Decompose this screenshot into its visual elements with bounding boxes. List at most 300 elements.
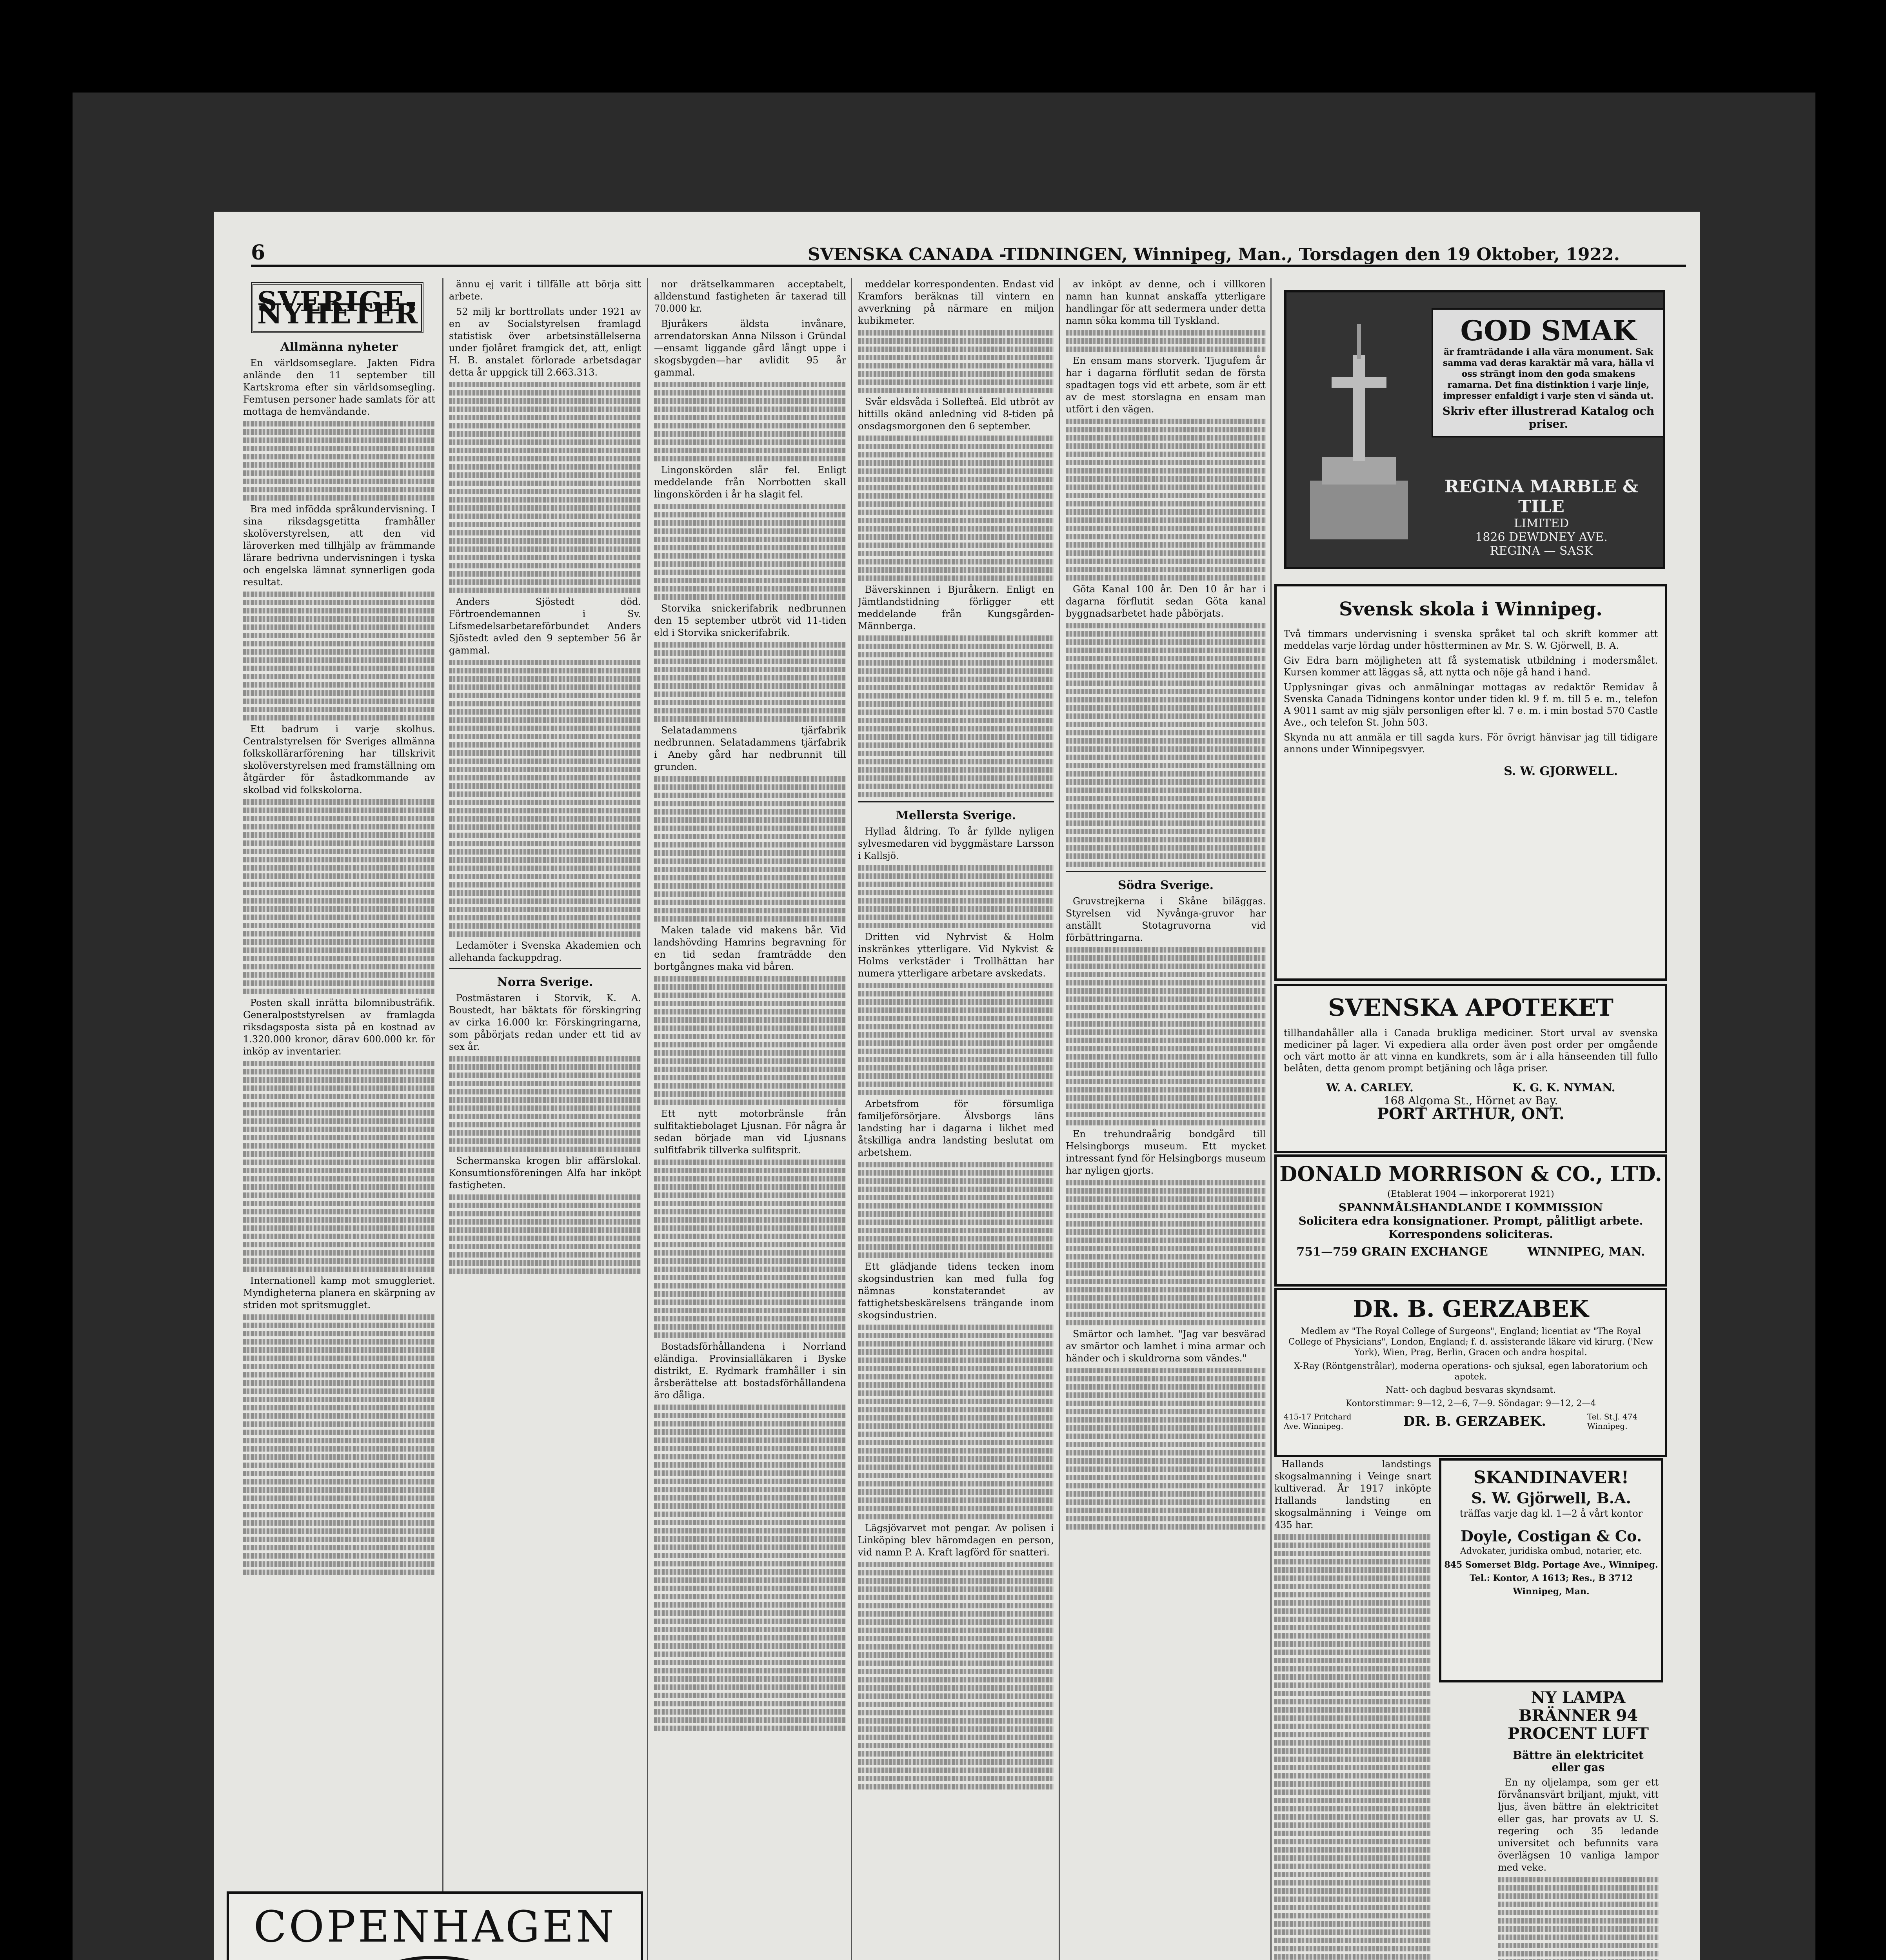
text-line [654,993,846,998]
text-line [654,528,846,534]
text-line [243,1463,435,1468]
text-line [654,448,846,453]
text-line [858,1407,1054,1412]
text-line [1066,1087,1266,1093]
text-line [654,1283,846,1289]
text-line [858,388,1054,393]
text-line [243,1168,435,1173]
text-line [1066,771,1266,777]
text-line [1274,1781,1431,1787]
ad-address: 751—759 GRAIN EXCHANGE [1296,1245,1488,1259]
text-line [1066,330,1266,336]
text-line [1066,1238,1266,1243]
text-line [449,588,641,593]
ad-text: En ny oljelampa, som ger ett förvånansvärt briljant, mjukt, vitt ljus, även bättre än elektricitet eller gas, har provats av U. S. regering och 35 ledande universitet och befunnits vara överlägsen 10 vanliga lampor med veke. [1498,1777,1659,1873]
text-line [1274,1872,1431,1877]
text-line [654,700,846,705]
section-title-box: SVERIGE-NYHETER [251,282,423,333]
article-paragraph: Bäverskinnen i Bjuråkern. Enligt en Jämtlandstidning förligger ett meddelande från Kungsgården-Männberga. [858,584,1054,632]
text-line [243,890,435,895]
text-line [1274,1600,1431,1606]
text-line [243,964,435,969]
text-line [1274,1798,1431,1803]
text-line [243,956,435,961]
text-line [858,751,1054,756]
text-line [1066,1180,1266,1185]
text-line [243,816,435,821]
text-line [858,1236,1054,1241]
text-line [1274,1929,1431,1935]
text-line [858,1357,1054,1363]
text-line [654,1643,846,1649]
ad-address: 168 Algoma St., Hörnet av Bay. [1383,1094,1558,1107]
text-line [449,709,641,715]
article-paragraph: Svår eldsvåda i Sollefteå. Eld utbröt av hittills okänd anledning vid 8-tiden på onsdagsmorgonen den 6 september. [858,396,1054,432]
text-line [654,407,846,412]
text-line [449,1219,641,1225]
text-line [858,1677,1054,1682]
text-line [654,1429,846,1435]
text-line [654,976,846,982]
company-name: REGINA MARBLE & TILE [1444,477,1639,517]
text-line [1066,534,1266,539]
text-line [858,347,1054,352]
text-line [858,1636,1054,1641]
ad-title: Svensk skola i Winnipeg. [1339,598,1603,620]
text-line [1066,1270,1266,1276]
text-line [1066,964,1266,969]
text-line [1066,829,1266,834]
text-line [1274,1839,1431,1844]
text-line [243,1553,435,1559]
text-line [654,1577,846,1583]
text-line [654,1470,846,1476]
text-line [243,1160,435,1165]
text-line [654,1324,846,1330]
text-line [654,776,846,782]
text-line [1498,1893,1659,1899]
text-line [858,734,1054,740]
text-line [449,1122,641,1127]
ad-city: PORT ARTHUR, ONT. [1377,1105,1565,1123]
text-line [449,750,641,756]
text-line [654,1676,846,1682]
firm-name: Doyle, Costigan & Co. [1460,1527,1642,1545]
text-line [654,1405,846,1410]
text-line [449,382,641,387]
text-line [449,522,641,527]
text-line [654,642,846,648]
text-line [243,824,435,829]
text-line [1066,1062,1266,1068]
text-line [858,865,1054,871]
text-line [1274,1831,1431,1836]
text-line [243,1446,435,1452]
text-line [654,900,846,905]
text-line [1066,672,1266,678]
text-line [654,456,846,461]
text-line [858,355,1054,360]
text-line [449,1211,641,1216]
text-line [654,423,846,428]
article-paragraph: En ensam mans storverk. Tjugufem år har i dagarna förflutit sedan de första spadtagen togs vid ett arbete, som är ett av de mest storslagna en ensam man utfört i den vägen. [1066,355,1266,415]
text-line [654,984,846,990]
text-line [1066,427,1266,432]
ad-svenska-apoteket [1274,984,1667,1153]
article-paragraph: Posten skall inrätta bilomnibusträfik. Generalpoststyrelsen av framlagda riksdagsposta sista på en kostnad av 1.320.000 kronor, därav 600.000 kr. för inköp av inventarier. [243,997,435,1057]
text-line [1274,1682,1431,1688]
text-line [243,1421,435,1427]
text-line [1274,1567,1431,1573]
text-line [858,1057,1054,1062]
text-line [1274,1789,1431,1795]
text-line [1274,1732,1431,1737]
text-line [449,767,641,772]
text-line [243,849,435,854]
text-line [858,1032,1054,1038]
text-line [1066,1188,1266,1194]
article-paragraph: Maken talade vid makens bår. Vid landshövding Hamrins begravning för en tid sedan framträdde den bortgångnes maka vid båren. [654,925,846,972]
text-line [243,624,435,630]
ad-title: COPENHAGEN [253,1902,616,1952]
ad-title: GOD SMAK [1460,314,1637,347]
text-line [654,826,846,831]
article-paragraph: Bostadsförhållandena i Norrland eländiga. Provinsialläkaren i Byske distrikt, E. Rydmark framhåller i sin årsberättelse att bostadsförhållandena äro dåliga. [654,1341,846,1401]
text-line [654,537,846,542]
text-line [858,923,1054,928]
text-line [1066,1038,1266,1043]
article-paragraph: meddelar korrespondenten. Endast vid Kramfors beräknas till vintern en avverkning på närmare en miljon kubikmeter. [858,279,1054,326]
text-line [858,1644,1054,1650]
text-line [1066,1103,1266,1109]
text-line [858,792,1054,797]
text-line [858,1702,1054,1707]
text-line [858,485,1054,490]
text-line [1274,1608,1431,1614]
column-rule [851,278,852,1960]
text-line [654,1308,846,1313]
text-line [243,1077,435,1083]
article-paragraph: Arbetsfrom för försumliga familjeförsörjare. Älvsborgs läns landsting har i dagarna i likhet med åtskilliga andra landsting beslutat om arbetshem. [858,1098,1054,1158]
text-line [1274,1757,1431,1762]
text-line [654,883,846,889]
text-line [243,690,435,696]
text-line [449,857,641,863]
text-line [654,793,846,798]
text-line [858,873,1054,879]
text-line [243,915,435,920]
ad-text: är framträdande i alla vära monument. Sak samma vad deras karaktär må vara, hälla vi oss strängt inom den goda smakens ramarna. Det fina distinktion i varje linje, impresser enfaldigt i varje sten vi sända ut. [1443,347,1654,401]
text-line [449,448,641,453]
text-line [654,586,846,592]
text-line [243,600,435,605]
text-line [654,834,846,839]
text-line [449,866,641,871]
text-line [858,1611,1054,1617]
text-line [654,431,846,437]
text-line [654,1160,846,1165]
text-line [654,594,846,600]
text-line [654,398,846,404]
article-paragraph: Göta Kanal 100 år. Den 10 år har i dagarna förflutit sedan Göta kanal byggnadsarbetet hade påbörjats. [1066,584,1266,619]
text-line [243,989,435,994]
text-line [449,931,641,937]
text-line [1274,1864,1431,1869]
article-paragraph: nor drätselkammaren acceptabelt, alldenstund fastigheten är taxerad till 70.000 kr. [654,279,846,314]
text-line [858,1082,1054,1087]
text-line [1066,476,1266,482]
text-line [1066,1417,1266,1423]
text-line [449,775,641,780]
text-line [1066,664,1266,670]
text-line [449,742,641,748]
text-line [654,659,846,664]
article-paragraph: Lingonskörden slår fel. Enligt meddelande från Norrbotten skall lingonskörden i år ha slagit fel. [654,465,846,500]
text-line [858,898,1054,904]
text-line [243,1201,435,1206]
text-line [858,338,1054,344]
article-paragraph: Postmästaren i Storvik, K. A. Boustedt, har bäktats för förskingring av cirka 16.000 kr. Förskingringarna, som påbörjats redan under ett tid av sex år. [449,993,641,1052]
ad-subtitle: (Etablerat 1904 — inkorporerat 1921) [1387,1189,1554,1199]
text-line [858,660,1054,666]
text-line [449,808,641,813]
text-line [243,1438,435,1443]
ad-text: träffas varje dag kl. 1—2 å vårt kontor [1459,1508,1643,1519]
text-line [654,867,846,872]
text-line [243,906,435,912]
text-line [654,1025,846,1031]
text-line [858,677,1054,682]
text-line [1066,1376,1266,1381]
text-line [654,817,846,823]
text-line [654,1569,846,1575]
text-line [858,1325,1054,1330]
text-line [1066,853,1266,859]
text-line [449,1236,641,1241]
text-line [858,1456,1054,1462]
text-line [1274,1534,1431,1540]
subhead: Södra Sverige. [1117,878,1214,892]
text-line [858,1570,1054,1575]
text-line [243,972,435,978]
text-line [858,1228,1054,1233]
company-city: REGINA — SASK [1490,544,1593,558]
text-line [243,1209,435,1214]
text-line [1498,1918,1659,1924]
text-line [1274,1913,1431,1918]
text-line [858,1432,1054,1437]
text-line [1066,1262,1266,1268]
text-line [243,840,435,846]
text-line [449,684,641,690]
text-line [1066,419,1266,424]
text-line [1066,1287,1266,1292]
text-line [243,1413,435,1419]
column-rule [647,278,648,1960]
text-line [449,849,641,855]
text-line [654,1299,846,1305]
text-line [449,726,641,731]
text-line [243,1512,435,1517]
article-paragraph: ännu ej varit i tillfälle att börja sitt arbete. [449,279,641,302]
text-line [858,1366,1054,1371]
text-line [858,1024,1054,1029]
text-line [654,908,846,913]
text-line [449,546,641,552]
article-paragraph: Lägsjövarvet mot pengar. Av polisen i Linköping blev häromdagen en person, vid namn P. A. Kraft lagförd för snatteri. [858,1523,1054,1558]
ad-god-smak [1284,290,1665,569]
text-line [654,1192,846,1198]
text-line [654,1421,846,1426]
text-line [858,1465,1054,1470]
text-line [858,1743,1054,1748]
snuff-tin [338,1956,532,1960]
text-line [1498,1951,1659,1956]
office-hours: Kontorstimmar: 9—12, 2—6, 7—9. Söndagar: 9—12, 2—4 [1345,1399,1596,1408]
text-line [858,1211,1054,1217]
text-line [858,444,1054,449]
ad-address: 845 Somerset Bldg. Portage Ave., Winnipeg. [1444,1560,1658,1570]
text-line [243,1135,435,1140]
text-line [243,1537,435,1542]
text-line [1066,1246,1266,1251]
text-line [858,1382,1054,1388]
text-line [654,650,846,656]
ad-title: SVENSKA APOTEKET [1328,994,1613,1022]
subhead: Mellersta Sverige. [896,809,1016,822]
text-line [243,808,435,813]
text-line [654,1100,846,1105]
text-line [654,1462,846,1468]
text-line [449,390,641,396]
text-line [654,1528,846,1534]
text-line [449,1073,641,1078]
text-line [1066,1466,1266,1472]
text-line [1066,1303,1266,1309]
text-line [243,1487,435,1493]
ad-telephone: Tel.: Kontor, A 1613; Res., B 3712 [1470,1573,1633,1583]
text-line [243,1479,435,1485]
text-line [1066,1312,1266,1317]
text-line [1066,788,1266,793]
ad-text: Natt- och dagbud besvaras skyndsamt. [1385,1385,1556,1395]
text-line [1274,1641,1431,1647]
text-line [654,784,846,790]
text-line [654,1009,846,1014]
text-line [243,947,435,953]
ad-address: 415-17 Pritchard Ave. Winnipeg. [1284,1412,1352,1431]
text-line [243,1143,435,1149]
text-line [654,1693,846,1698]
text-line [654,1495,846,1501]
text-line [1274,1921,1431,1927]
text-line [243,857,435,862]
text-line [449,915,641,920]
text-line [858,1506,1054,1511]
ad-text: tillhandahåller alla i Canada brukliga mediciner. Stort urval av svenska mediciner på lager. Vi expediera alla order även post order per omgående och värt motto är att vinna en kundkrets, som är i alla hänseenden till fullo belåten, detta genom prompt betjäning och låga priser. [1284,1027,1658,1074]
text-line [1066,1409,1266,1414]
text-line [1066,542,1266,548]
text-line [858,784,1054,789]
text-line [858,1178,1054,1184]
ad-text: X-Ray (Röntgenstrålar), moderna operations- och sjuksal, egen laboratorium och apotek. [1294,1361,1648,1382]
text-line [1066,980,1266,985]
column-rule [1270,278,1272,1960]
text-line [654,683,846,689]
text-line [654,1001,846,1006]
text-line [243,1339,435,1345]
text-line [1066,779,1266,785]
text-line [858,1090,1054,1095]
text-line [858,1203,1054,1209]
text-line [1066,575,1266,581]
text-line [1066,1295,1266,1301]
ad-title: NY LAMPA BRÄNNER 94 PROCENT LUFT [1508,1688,1649,1743]
text-line [243,923,435,928]
text-line [858,1693,1054,1699]
text-line [243,1347,435,1353]
text-line [858,1768,1054,1773]
text-line [858,1718,1054,1724]
text-line [449,514,641,519]
text-line [449,907,641,912]
text-line [1066,1279,1266,1284]
text-line [449,841,641,846]
text-line [858,1726,1054,1732]
ad-gerzabek [1274,1288,1667,1457]
text-line [858,551,1054,556]
text-line [1066,1054,1266,1060]
text-line [243,1388,435,1394]
text-line [243,1267,435,1272]
text-line [243,608,435,613]
text-line [1274,1584,1431,1589]
text-line [654,382,846,387]
text-line [858,1170,1054,1176]
text-line [243,1495,435,1501]
text-line [243,1323,435,1328]
text-line [654,1561,846,1566]
text-line [654,1610,846,1616]
text-line [243,1545,435,1550]
text-line [1274,1946,1431,1951]
text-line [1066,1095,1266,1101]
text-line [1274,1633,1431,1639]
text-line [243,495,435,501]
text-line [243,1331,435,1336]
text-line [1274,1592,1431,1597]
text-line [243,1471,435,1476]
text-line [858,1162,1054,1167]
article-paragraph: En trehundraårig bondgård till Helsingborgs museum. Ett mycket intressant fynd för Helsingborgs museum har nyligen gjorts. [1066,1129,1266,1176]
text-line [243,832,435,838]
text-line [243,616,435,622]
text-line [1274,1888,1431,1894]
text-line [858,1244,1054,1250]
ad-cta: Skriv efter illustrerad Katalog och priser. [1442,405,1655,430]
text-line [1066,1229,1266,1235]
text-line [858,1415,1054,1421]
text-line [243,931,435,936]
text-line [654,1520,846,1525]
text-line [1066,648,1266,653]
text-line [858,1016,1054,1021]
text-line [449,693,641,698]
text-line [858,775,1054,781]
text-line [1066,763,1266,768]
text-line [449,1056,641,1062]
text-line [858,1489,1054,1495]
